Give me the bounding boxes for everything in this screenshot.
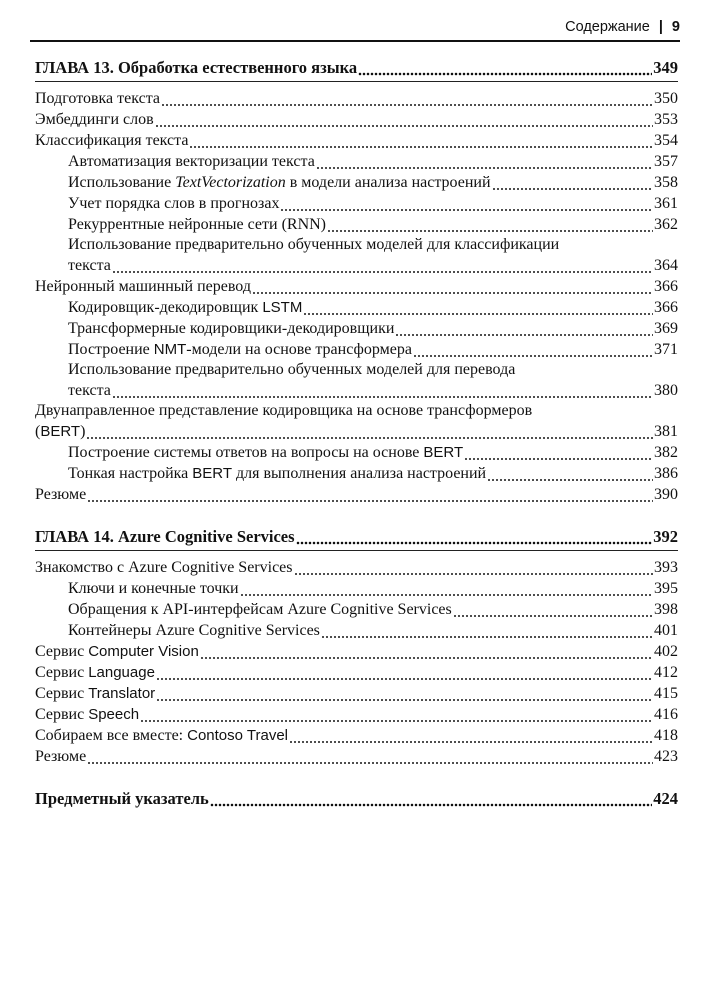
- chapter-13-heading[interactable]: [35, 57, 678, 78]
- title-part: для выполнения анализа настроений: [232, 465, 487, 482]
- toc-entry[interactable]: [35, 725, 678, 746]
- title-sans-part: BERT: [423, 444, 464, 461]
- title-part: Сервис: [35, 664, 89, 681]
- leader-dots: [453, 599, 653, 620]
- leader-dots: [87, 484, 653, 505]
- chapter-page: 392: [653, 527, 678, 546]
- toc-entry-title: текста: [68, 382, 111, 399]
- title-part: Построение системы ответов на вопросы на основе: [68, 444, 424, 461]
- leader-dots: [294, 557, 654, 578]
- toc-entry-page: 402: [654, 643, 678, 660]
- toc-entry-title: [68, 463, 486, 484]
- toc-entry-title: Учет порядка слов в прогнозах: [68, 195, 280, 212]
- toc-subentry[interactable]: [35, 255, 678, 276]
- section-gap: [35, 767, 678, 788]
- leader-dots: [395, 318, 653, 339]
- leader-dots: [87, 746, 653, 767]
- toc-entry-title: Эмбеддинги слов: [35, 111, 154, 128]
- toc-entry-page: 369: [654, 320, 678, 337]
- title-part: Сервис: [35, 643, 89, 660]
- leader-dots: [289, 725, 653, 746]
- toc-entry-page: 381: [654, 423, 678, 440]
- toc-entry-title: Знакомство с Azure Cognitive Services: [35, 559, 293, 576]
- toc-entry[interactable]: [35, 641, 678, 662]
- toc-entry-title: Подготовка текста: [35, 90, 161, 107]
- toc-entry[interactable]: [35, 130, 678, 151]
- toc-entry-title: [68, 339, 412, 360]
- leader-dots: [464, 442, 653, 463]
- leader-dots: [112, 255, 653, 276]
- toc-subentry[interactable]: [35, 463, 678, 484]
- leader-dots: [327, 214, 653, 235]
- index-title: Предметный указатель: [35, 789, 209, 808]
- toc-entry-page: 395: [654, 580, 678, 597]
- toc-entry-page: 416: [654, 706, 678, 723]
- toc-entry-page: 423: [654, 748, 678, 765]
- toc-subentry[interactable]: [35, 193, 678, 214]
- leader-dots: [200, 641, 653, 662]
- toc-entry-page: 412: [654, 664, 678, 681]
- leader-dots: [280, 193, 653, 214]
- title-part: Использование: [68, 174, 176, 191]
- toc-subentry-first-line[interactable]: Использование предварительно обученных моделей для перевода: [68, 361, 516, 378]
- chapter-title: ГЛАВА 14. Azure Cognitive Services: [35, 527, 295, 546]
- toc-entry-title: [35, 683, 155, 704]
- toc-entry-title: [68, 442, 463, 463]
- toc-entry-page: 415: [654, 685, 678, 702]
- chapter-rule: [35, 81, 678, 82]
- toc-subentry[interactable]: [35, 151, 678, 172]
- leader-dots: [487, 463, 653, 484]
- toc-entry-page: 382: [654, 444, 678, 461]
- title-sans-part: BERT: [40, 423, 81, 440]
- title-part: Сервис: [35, 706, 89, 723]
- index-page: 424: [653, 789, 678, 808]
- title-sans-part: BERT: [192, 465, 233, 482]
- title-italic-part: TextVectorization: [175, 174, 286, 191]
- toc-subentry[interactable]: [35, 297, 678, 318]
- leader-dots: [296, 526, 653, 547]
- toc-entry[interactable]: [35, 484, 678, 505]
- toc-subentry[interactable]: [35, 620, 678, 641]
- section-gap: [35, 505, 678, 526]
- title-sans-part: NMT: [153, 341, 187, 358]
- running-head: [30, 14, 680, 42]
- toc-entry[interactable]: [35, 746, 678, 767]
- toc-entry-page: 350: [654, 90, 678, 107]
- title-part: Сервис: [35, 685, 89, 702]
- toc-entry-title: текста: [68, 257, 111, 274]
- toc-subentry[interactable]: [35, 599, 678, 620]
- running-head-separator: |: [658, 19, 663, 35]
- toc-entry-page: 386: [654, 465, 678, 482]
- chapter-14-heading[interactable]: [35, 526, 678, 547]
- toc-entry-page: 357: [654, 153, 678, 170]
- leader-dots: [189, 130, 653, 151]
- running-head-page-number: 9: [671, 19, 680, 35]
- leader-dots: [321, 620, 653, 641]
- toc-subentry[interactable]: [35, 214, 678, 235]
- toc-entry-page: 390: [654, 486, 678, 503]
- toc-entry[interactable]: [35, 704, 678, 725]
- toc-entry[interactable]: [35, 88, 678, 109]
- title-part: -модели на основе трансформера: [186, 341, 412, 358]
- toc-entry-title: [35, 421, 85, 442]
- chapter-14: [35, 526, 678, 767]
- toc-entry[interactable]: [35, 421, 678, 442]
- toc-entry-page: 364: [654, 257, 678, 274]
- toc-subentry[interactable]: [35, 380, 678, 401]
- title-sans-part: LSTM: [262, 299, 303, 316]
- toc-entry-page: 362: [654, 216, 678, 233]
- toc-subentry[interactable]: [35, 339, 678, 360]
- toc-entry-title: [68, 297, 302, 318]
- toc-entry[interactable]: [35, 662, 678, 683]
- toc-entry-title: Классификация текста: [35, 132, 189, 149]
- title-sans-part: Language: [88, 664, 155, 681]
- toc-subentry[interactable]: [35, 578, 678, 599]
- leader-dots: [303, 297, 653, 318]
- title-part: Тонкая настройка: [68, 465, 193, 482]
- toc-entry-page: 366: [654, 299, 678, 316]
- leader-dots: [240, 578, 653, 599]
- toc-entry-title: Автоматизация векторизации текста: [68, 153, 315, 170]
- leader-dots: [210, 788, 652, 809]
- title-part: Построение: [68, 341, 154, 358]
- toc-entry-title: Ключи и конечные точки: [68, 580, 239, 597]
- toc-subentry[interactable]: [35, 172, 678, 193]
- toc-entry-title: [35, 704, 139, 725]
- toc-entry-title: Трансформерные кодировщики-декодировщики: [68, 320, 395, 337]
- toc-entry-page: 358: [654, 174, 678, 191]
- toc-entry-page: 354: [654, 132, 678, 149]
- index-heading[interactable]: [35, 788, 678, 809]
- table-of-contents: [35, 57, 678, 809]
- leader-dots: [156, 683, 653, 704]
- title-part: Собираем все вместе:: [35, 727, 188, 744]
- toc-subentry[interactable]: [35, 318, 678, 339]
- chapter-page: 349: [653, 58, 678, 77]
- toc-entry-title: [68, 172, 491, 193]
- toc-entry-page: 380: [654, 382, 678, 399]
- toc-entry-page: 353: [654, 111, 678, 128]
- leader-dots: [492, 172, 653, 193]
- toc-entry-page: 401: [654, 622, 678, 639]
- title-part: в модели анализа настроений: [285, 174, 491, 191]
- chapter-13: [35, 57, 678, 505]
- title-part: Кодировщик-декодировщик: [68, 299, 263, 316]
- title-part: (: [35, 423, 41, 440]
- toc-entry-page: 398: [654, 601, 678, 618]
- title-sans-part: Speech: [88, 706, 140, 723]
- chapter-title: ГЛАВА 13. Обработка естественного языка: [35, 58, 358, 77]
- toc-entry-page: 371: [654, 341, 678, 358]
- leader-dots: [252, 276, 653, 297]
- title-sans-part: Translator: [88, 685, 156, 702]
- leader-dots: [358, 57, 652, 78]
- leader-dots: [112, 380, 653, 401]
- toc-entry-page: 366: [654, 278, 678, 295]
- toc-entry-page: 418: [654, 727, 678, 744]
- toc-entry-title: [35, 641, 199, 662]
- running-head-section: Содержание: [565, 19, 650, 35]
- toc-entry-title: Обращения к API-интерфейсам Azure Cognitive Services: [68, 601, 452, 618]
- toc-entry-title: [35, 662, 155, 683]
- toc-entry-title: Резюме: [35, 486, 87, 503]
- toc-entry[interactable]: [35, 276, 678, 297]
- toc-entry-title: Контейнеры Azure Cognitive Services: [68, 622, 320, 639]
- leader-dots: [413, 339, 653, 360]
- leader-dots: [156, 662, 653, 683]
- toc-entry-first-line[interactable]: Двунаправленное представление кодировщика на основе трансформеров: [35, 402, 533, 419]
- toc-entry-page: 361: [654, 195, 678, 212]
- toc-entry-title: Нейронный машинный перевод: [35, 278, 251, 295]
- toc-subentry-first-line[interactable]: Использование предварительно обученных моделей для классификации: [68, 236, 560, 253]
- title-sans-part: Contoso Travel: [187, 727, 288, 744]
- chapter-rule: [35, 550, 678, 551]
- leader-dots: [161, 88, 653, 109]
- toc-entry[interactable]: [35, 557, 678, 578]
- toc-entry[interactable]: [35, 109, 678, 130]
- leader-dots: [316, 151, 653, 172]
- toc-entry-title: Рекуррентные нейронные сети (RNN): [68, 216, 326, 233]
- toc-entry[interactable]: [35, 683, 678, 704]
- toc-subentry[interactable]: [35, 442, 678, 463]
- toc-entry-page: 393: [654, 559, 678, 576]
- leader-dots: [155, 109, 653, 130]
- leader-dots: [140, 704, 653, 725]
- title-sans-part: Computer Vision: [88, 643, 199, 660]
- toc-entry-title: [35, 725, 288, 746]
- leader-dots: [86, 421, 653, 442]
- title-part: ): [80, 423, 86, 440]
- toc-entry-title: Резюме: [35, 748, 87, 765]
